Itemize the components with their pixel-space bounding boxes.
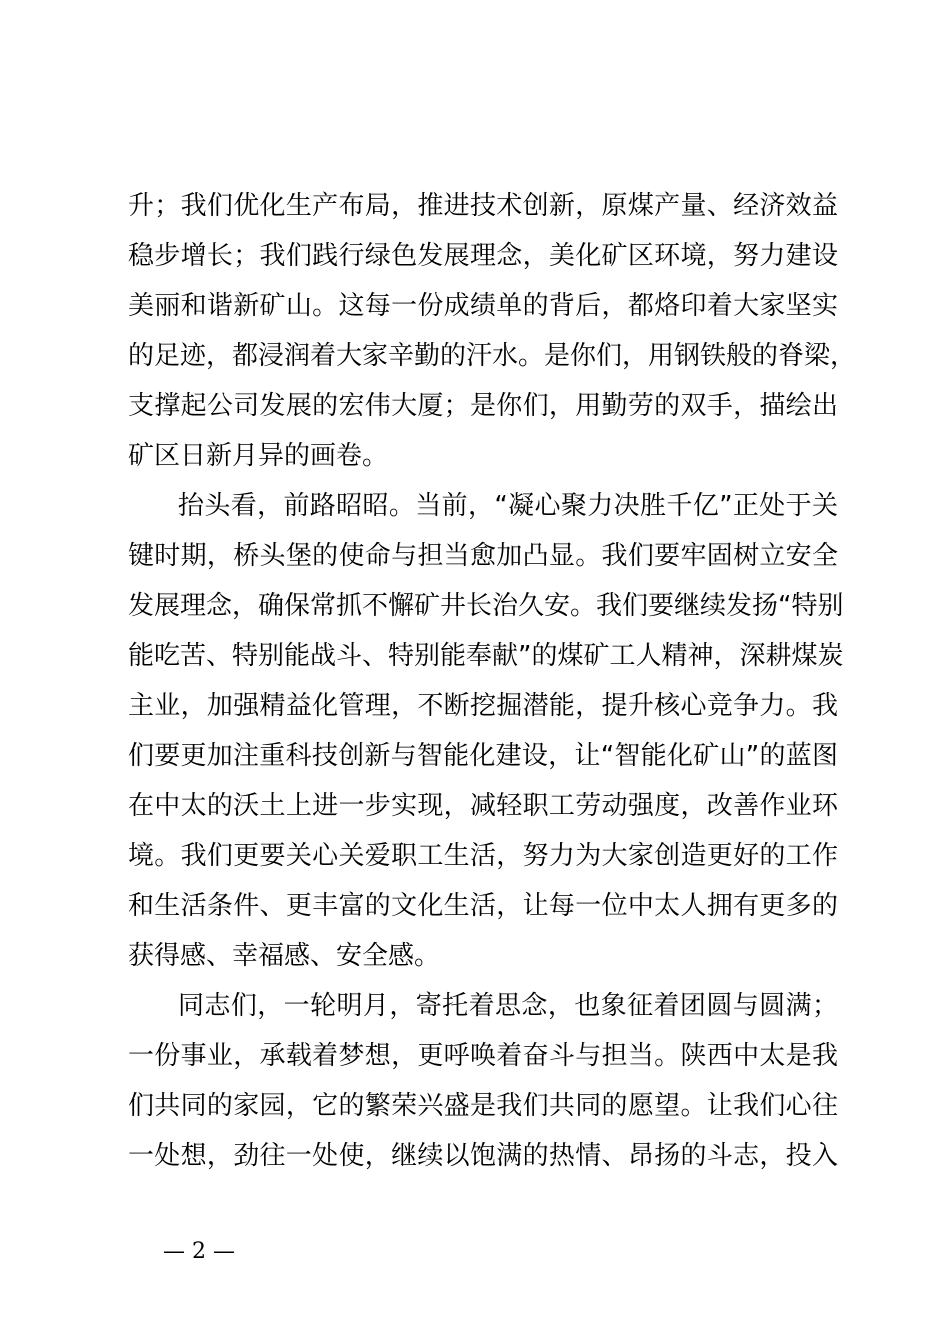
text-line-15: 和生活条件、更丰富的文化生活，让每一位中太人拥有更多的 (128, 891, 838, 921)
text-line-9: 发展理念，确保常抓不懈矿井长治久安。我们要继续发扬“特别 (128, 591, 844, 621)
text-line-4: 的足迹，都浸润着大家辛勤的汗水。是你们，用钢铁般的脊梁， (128, 341, 857, 371)
text-line-5: 支撑起公司发展的宏伟大厦；是你们，用勤劳的双手，描绘出 (128, 391, 838, 421)
text-line-3: 美丽和谐新矿山。这每一份成绩单的背后，都烙印着大家坚实 (128, 291, 838, 321)
text-line-8: 键时期，桥头堡的使命与担当愈加凸显。我们要牢固树立安全 (128, 541, 838, 571)
text-line-18: 一份事业，承载着梦想，更呼唤着奋斗与担当。陕西中太是我 (128, 1041, 838, 1071)
text-line-19: 们共同的家园，它的繁荣兴盛是我们共同的愿望。让我们心往 (128, 1091, 838, 1121)
text-line-7: 抬头看，前路昭昭。当前，“凝心聚力决胜千亿”正处于关 (178, 491, 838, 521)
text-line-16: 获得感、幸福感、安全感。 (128, 941, 441, 971)
text-line-1: 升；我们优化生产布局，推进技术创新，原煤产量、经济效益 (128, 191, 838, 221)
text-line-11: 主业，加强精益化管理，不断挖掘潜能，提升核心竞争力。我 (128, 691, 838, 721)
text-line-2: 稳步增长；我们践行绿色发展理念，美化矿区环境，努力建设 (128, 241, 838, 271)
text-line-10: 能吃苦、特别能战斗、特别能奉献”的煤矿工人精神，深耕煤炭 (128, 641, 844, 671)
text-line-14: 境。我们更要关心关爱职工生活，努力为大家创造更好的工作 (128, 841, 838, 871)
text-line-13: 在中太的沃土上进一步实现，减轻职工劳动强度，改善作业环 (128, 791, 838, 821)
text-line-20: 一处想，劲往一处使，继续以饱满的热情、昂扬的斗志，投入 (128, 1141, 838, 1171)
text-line-12: 们要更加注重科技创新与智能化建设，让“智能化矿山”的蓝图 (128, 741, 838, 771)
page-number: — 2 — (163, 1239, 235, 1264)
text-line-17: 同志们，一轮明月，寄托着思念，也象征着团圆与圆满； (178, 991, 838, 1021)
text-line-6: 矿区日新月异的画卷。 (128, 441, 389, 471)
